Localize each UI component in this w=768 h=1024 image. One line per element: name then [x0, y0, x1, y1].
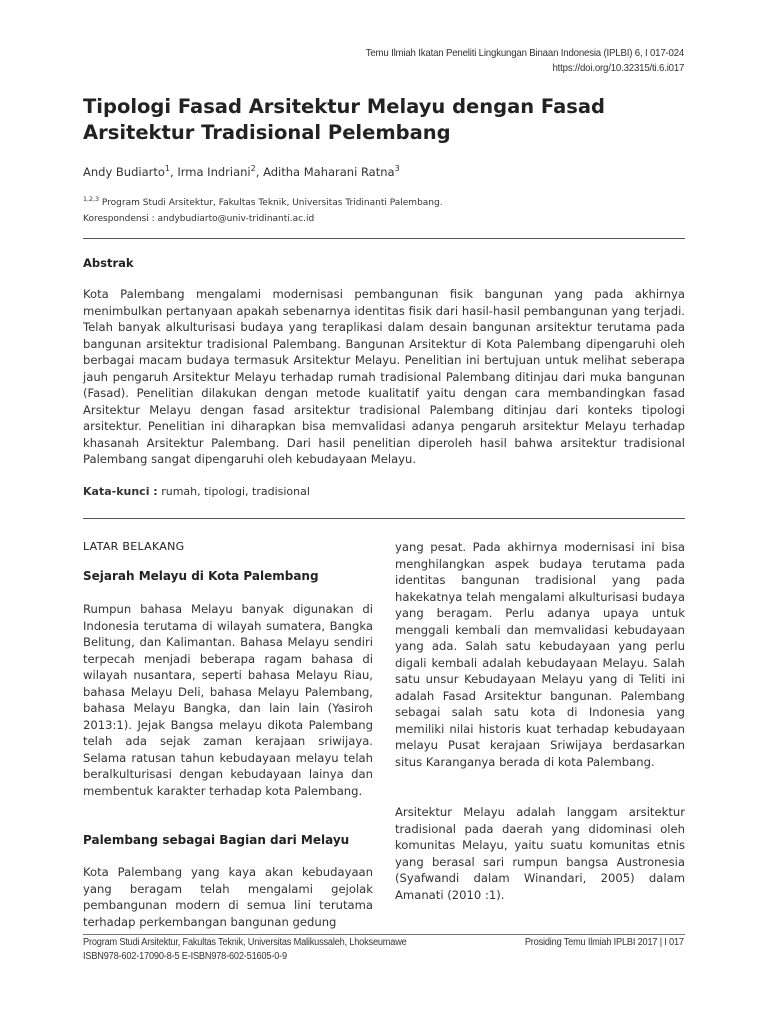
subheading: Palembang sebagai Bagian dari Melayu	[83, 833, 350, 847]
affiliation	[83, 196, 443, 208]
footer-divider	[83, 934, 685, 935]
author-sup: 3	[394, 164, 400, 173]
footer-isbn: ISBN978-602-17090-8-5 E-ISBN978-602-51605-0-9	[83, 951, 287, 962]
abstract-text: Kota Palembang mengalami modernisasi pembangunan fisik bangunan yang pada akhirnya menimbulkan pertanyaan apakah sebenarnya identitas fisik dari hasil-hasil pembangunan yang terjadi. Telah banyak alkulturisasi budaya yang teraplikasi dalam desain bangunan arsitektur terutama pada bangunan arsitektur tradisional Palembang. Bangunan Arsitektur di Kota Palembang dipengaruhi oleh berbagai macam budaya termasuk Arsitektur Melayu. Penelitian ini bertujuan untuk melihat seberapa jauh pengaruh Arsitektur Melayu terhadap rumah tradisional Palembang ditinjau dari muka bangunan (Fasad). Penelitian dilakukan dengan metode kualitatif yaitu dengan cara membandingkan fasad Arsitektur Melayu dengan fasad arsitektur tradisional Palembang ditinjau dari konteks tipologi arsitektur. Penelitian ini diharapkan bisa memvalidasi adanya pengaruh arsitektur Melayu terhadap khasanah Arsitektur Palembang. Dari hasil penelitian diperoleh hasil bahwa arsitektur tradisional Palembang sangat dipengaruhi oleh kebudayaan Melayu.	[83, 287, 685, 466]
author-list	[83, 164, 400, 179]
author-sup: 2	[250, 164, 256, 173]
doi-link[interactable]: https://doi.org/10.32315/ti.6.i017	[552, 62, 684, 74]
author-separator: ,	[255, 164, 264, 179]
paragraph: Kota Palembang yang kaya akan kebudayaan yang beragam telah mengalami gejolak pembangunan modern di semua lini terutama terhadap perkembangan bangunan gedung	[83, 865, 373, 929]
author-name: Irma Indriani	[177, 164, 251, 179]
divider	[83, 518, 685, 519]
abstract-heading: Abstrak	[83, 256, 134, 270]
correspondence[interactable]: Korespondensi : andybudiarto@univ-tridinanti.ac.id	[83, 214, 315, 224]
keywords	[83, 485, 310, 498]
keywords-label: Kata-kunci :	[83, 485, 158, 498]
affiliation-text: Program Studi Arsitektur, Fakultas Teknik, Universitas Tridinanti Palembang.	[101, 198, 443, 208]
author-sup: 1	[164, 164, 171, 173]
paragraph: yang pesat. Pada akhirnya modernisasi ini bisa menghilangkan aspek budaya terutama pada identitas bangunan tradisional yang pada hakekatnya telah mengalami alkulturisasi budaya yang beragam. Perlu adanya upaya untuk menggali kembali dan memvalidasi kebudayaan yang ada. Salah satu kebudayaan yang perlu digali kembali adalah kebudayaan Melayu. Salah satu unsur Kebudayaan Melayu yang di Teliti ini adalah Fasad Arsitektur bangunan. Palembang sebagai salah satu kota di Indonesia yang memiliki nilai historis kuat terhadap kebudayaan melayu Pusat kerajaan Sriwijaya berdasarkan situs Karanganya berada di kota Palembang.	[395, 540, 685, 769]
footer-page-number: Prosiding Temu Ilmiah IPLBI 2017 | I 017	[524, 937, 684, 948]
paragraph: Arsitektur Melayu adalah langgam arsitektur tradisional pada daerah yang didominasi oleh komunitas Melayu, yaitu suatu komunitas etnis yang berasal sari rumpun bangsa Austronesia (Syafwandi dalam Winandari, 2005) dalam Amanati (2010 :1).	[395, 805, 685, 902]
keywords-value: rumah, tipologi, tradisional	[157, 485, 310, 498]
affiliation-sup: 1,2,3	[83, 196, 100, 203]
paper-title: Tipologi Fasad Arsitektur Melayu dengan Fasad Arsitektur Tradisional Pelembang	[83, 95, 605, 144]
journal-citation: Temu Ilmiah Ikatan Peneliti Lingkungan Binaan Indonesia (IPLBI) 6, I 017-024	[365, 47, 684, 59]
subheading: Sejarah Melayu di Kota Palembang	[83, 569, 319, 583]
author-separator: ,	[170, 164, 178, 179]
divider	[83, 238, 685, 239]
author-name: Andy Budiarto	[83, 164, 165, 179]
paragraph: Rumpun bahasa Melayu banyak digunakan di Indonesia terutama di wilayah sumatera, Bangka Belitung, dan Kalimantan. Bahasa Melayu sendiri terpecah menjadi beberapa ragam bahasa di wilayah nusantara, seperti bahasa Melayu Riau, bahasa Melayu Deli, bahasa Melayu Palembang, bahasa Melayu Bangka, dan lain lain (Yasiroh 2013:1). Jejak Bangsa melayu dikota Palembang telah ada sejak zaman kerajaan sriwijaya. Selama ratusan tahun kebudayaan melayu telah beralkulturisasi dengan kebudayaan lainya dan membentuk karakter terhadap kota Palembang.	[83, 602, 373, 798]
author-name: Aditha Maharani Ratna	[263, 164, 395, 179]
section-heading: LATAR BELAKANG	[83, 540, 185, 553]
footer-affiliation: Program Studi Arsitektur, Fakultas Teknik, Universitas Malikussaleh, Lhokseumawe	[83, 937, 407, 948]
